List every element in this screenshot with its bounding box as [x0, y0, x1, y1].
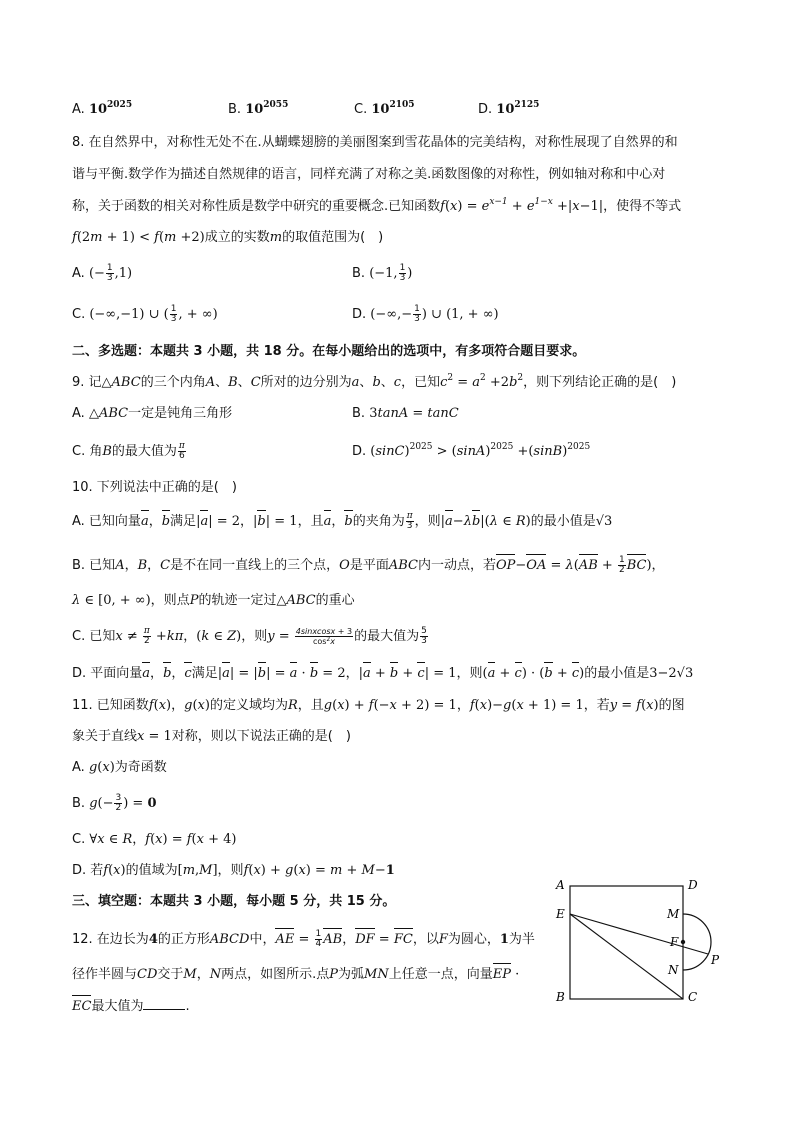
label-b: B: [556, 990, 565, 1004]
label-m: M: [667, 907, 680, 921]
label-d: D: [688, 878, 698, 892]
q11-stem-line1: 11. 已知函数f(x)，g(x)的定义域均为R，且g(x) + f(−x + 2) = 1，f(x)−g(x + 1) = 1，若y = f(x)的图: [72, 698, 685, 713]
q11-option-b: B. g(− $\frac{3}{2}$ ) = 0: [72, 793, 157, 813]
q9-option-a: A. △ABC一定是钝角三角形: [72, 406, 233, 421]
square-abcd: [570, 886, 683, 999]
q10-option-d: D. 平面向量a，b，c满足|a| = |b| = a · b = 2，|a + b + c| = 1，则(a + c) · (b + c)的最小值是3−2√3: [72, 664, 693, 684]
q10-stem: 10. 下列说法中正确的是( ): [72, 480, 237, 495]
q9-option-b: B. 3tanA = tanC: [352, 406, 459, 421]
label-a: A: [556, 878, 565, 892]
center-f-dot: [681, 940, 685, 944]
label-e: E: [556, 907, 565, 921]
q12-stem-line3: EC最大值为 .: [72, 997, 190, 1017]
q11-option-a: A. g(x)为奇函数: [72, 760, 167, 775]
q8-option-a: A. (− $\frac{1}{3}$ ,1): [72, 263, 133, 283]
label-f: F: [670, 935, 679, 949]
semicircle-arc: [683, 914, 711, 970]
q12-stem-line2: 径作半圆与CD交于M，N两点，如图所示.点P为弧MN上任意一点，向量EP ·: [72, 965, 519, 985]
q10-option-c: C. 已知x ≠ $\frac{\pi}{2}$ +kπ，(k ∈ Z)，则y = $\frac{\text{4sinxcosx + 3}}{\cos^2x}$ 的最大值为 $\frac{5}{3}$: [72, 626, 427, 646]
q8-option-d: D. (−∞,− $\frac{1}{3}$ ) ∪ (1, + ∞): [352, 304, 499, 324]
label-p: P: [711, 953, 720, 967]
q7-option-b: B. $10^{2055}$: [228, 100, 289, 117]
segment-ec: [570, 914, 683, 999]
segment-ep: [570, 914, 708, 954]
q11-option-c: C. ∀x ∈ R，f(x) = f(x + 4): [72, 832, 237, 847]
q10-option-b-line1: B. 已知A，B，C是不在同一直线上的三个点，O是平面ABC内一动点，若OP−OA = λ(AB + $\frac{1}{2}$ BC)，: [72, 555, 665, 575]
q12-stem-line1: 12. 在边长为4的正方形ABCD中，AE = $\frac{1}{4}$ AB，DF = FC，以F为圆心，1为半: [72, 929, 535, 949]
q9-option-c: C. 角B的最大值为 $\frac{\pi}{6}$: [72, 441, 185, 461]
label-c: C: [688, 990, 698, 1004]
section-3-heading: 三、填空题：本题共 3 小题，每小题 5 分，共 15 分。: [72, 894, 396, 909]
q8-stem-line4: f(2m + 1) < f(m +2)成立的实数m的取值范围为( ): [72, 230, 384, 245]
q8-stem-line2: 谐与平衡.数学作为描述自然规律的语言，同样充满了对称之美.函数图像的对称性，例如轴对称和中心对: [72, 167, 666, 182]
q9-stem: 9. 记△ABC的三个内角A、B、C所对的边分别为a、b、c，已知$c^2 = a^2 +2b^2$，则下列结论正确的是( ): [72, 373, 677, 390]
q9-option-d: D. $(\sin C)^{2025} > (\sin A)^{2025} +(\sin B)^{2025}$: [352, 442, 591, 459]
answer-blank: [143, 997, 185, 1010]
q7-option-d: D. $10^{2125}$: [478, 100, 540, 117]
q8-stem-line3: 称，关于函数的相关对称性质是数学中研究的重要概念.已知函数$f(x) = e^{x-1} + e^{1-x} +|x-1|$，使得不等式: [72, 197, 682, 214]
q10-option-b-line2: λ ∈ [0, + ∞)，则点P的轨迹一定过△ABC的重心: [72, 593, 355, 608]
q10-option-a: A. 已知向量a，b满足|a| = 2，|b| = 1，且a，b的夹角为 $\frac{\pi}{3}$ ，则|a−λb|(λ ∈ R)的最小值是√3: [72, 511, 613, 531]
q8-option-b: B. (−1, $\frac{1}{3}$ ): [352, 263, 413, 283]
section-2-heading: 二、多选题：本题共 3 小题，共 18 分。在每小题给出的选项中，有多项符合题目要求。: [72, 344, 586, 359]
q7-option-a: A. $10^{2025}$: [72, 100, 133, 117]
label-n: N: [668, 963, 679, 977]
q7-option-c: C. $10^{2105}$: [354, 100, 415, 117]
q11-stem-line2: 象关于直线x = 1对称，则以下说法正确的是( ): [72, 729, 351, 744]
square-semicircle-figure: [548, 872, 728, 1007]
q8-stem-line1: 8. 在自然界中，对称性无处不在.从蝴蝶翅膀的美丽图案到雪花晶体的完美结构，对称性展现了自然界的和: [72, 135, 678, 150]
q11-option-d: D. 若f(x)的值域为[m,M]，则f(x) + g(x) = m + M−1: [72, 863, 395, 878]
q8-option-c: C. (−∞,−1) ∪ ( $\frac{1}{3}$ , + ∞): [72, 304, 218, 324]
